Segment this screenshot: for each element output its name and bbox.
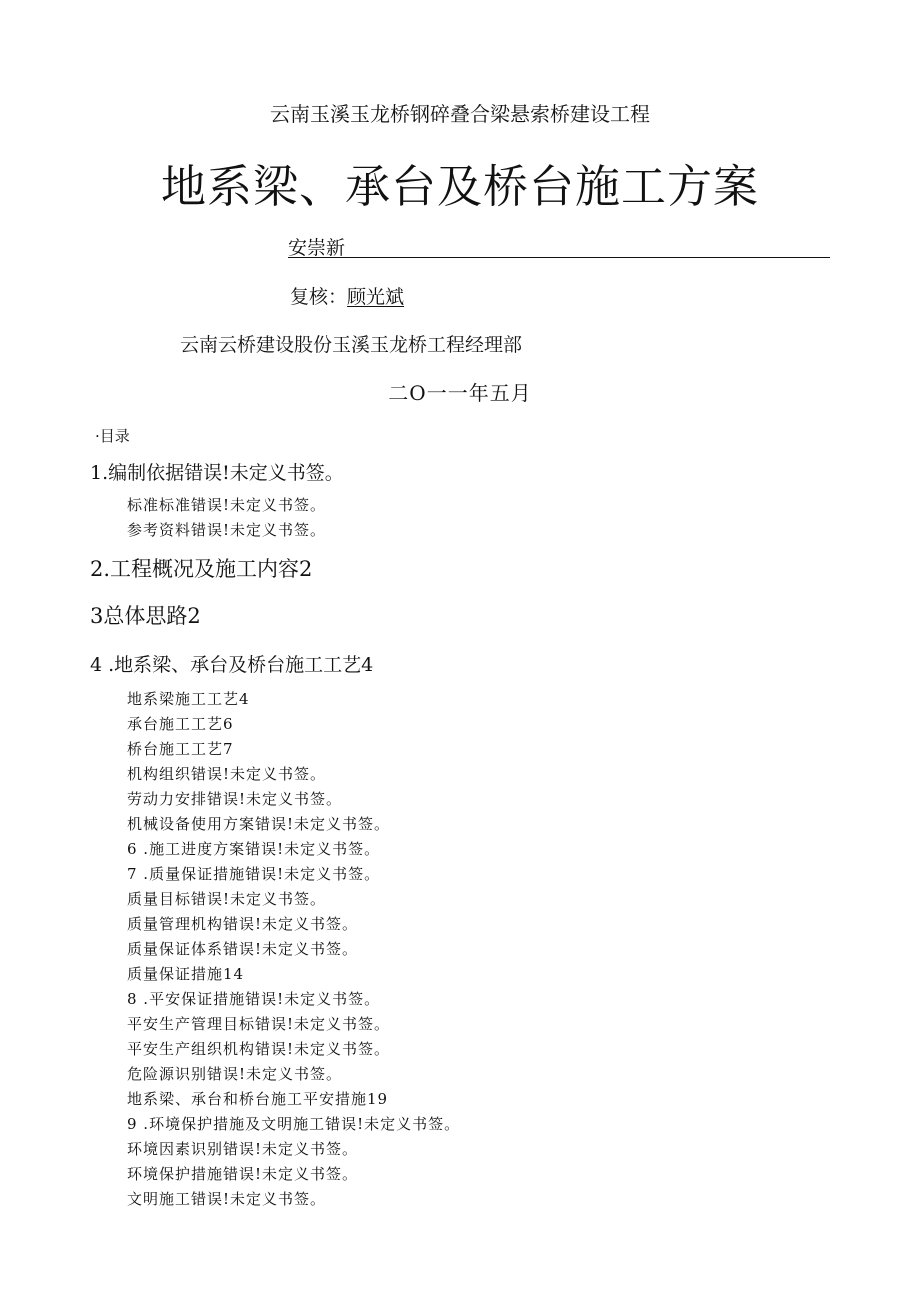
toc-entry[interactable]: 文明施工错误!未定义书签。 bbox=[127, 1190, 327, 1208]
toc-entry[interactable]: 3总体思路2 bbox=[90, 604, 201, 628]
toc-entry[interactable]: 1.编制依据错误!未定义书签。 bbox=[90, 462, 344, 484]
reviewer-label: 复核： bbox=[290, 286, 348, 308]
toc-entry[interactable]: 4 .地系梁、承台及桥台施工工艺4 bbox=[90, 654, 374, 676]
toc-entry[interactable]: 质量管理机构错误!未定义书签。 bbox=[127, 915, 359, 933]
toc-entry[interactable]: 平安生产管理目标错误!未定义书签。 bbox=[127, 1015, 391, 1033]
toc-entry[interactable]: 地系梁、承台和桥台施工平安措施19 bbox=[127, 1090, 389, 1108]
author-name: 安崇新 bbox=[288, 237, 346, 259]
organization: 云南云桥建设股份玉溪玉龙桥工程经理部 bbox=[180, 334, 523, 356]
toc-entry[interactable]: 机构组织错误!未定义书签。 bbox=[127, 765, 327, 783]
toc-entry[interactable]: 平安生产组织机构错误!未定义书签。 bbox=[127, 1040, 391, 1058]
toc-entry[interactable]: 8 .平安保证措施错误!未定义书签。 bbox=[127, 990, 381, 1008]
reviewer-name: 顾光斌 bbox=[347, 286, 405, 308]
author-underline bbox=[288, 257, 830, 258]
toc-entry[interactable]: 环境因素识别错误!未定义书签。 bbox=[127, 1140, 359, 1158]
toc-entry[interactable]: 环境保护措施错误!未定义书签。 bbox=[127, 1165, 359, 1183]
toc-entry[interactable]: 地系梁施工工艺4 bbox=[127, 690, 250, 708]
toc-entry[interactable]: 危险源识别错误!未定义书签。 bbox=[127, 1065, 343, 1083]
toc-entry[interactable]: 质量目标错误!未定义书签。 bbox=[127, 890, 327, 908]
project-title: 云南玉溪玉龙桥钢碎叠合梁悬索桥建设工程 bbox=[270, 102, 650, 126]
main-title: 地系梁、承台及桥台施工方案 bbox=[160, 160, 759, 213]
toc-entry[interactable]: 质量保证体系错误!未定义书签。 bbox=[127, 940, 359, 958]
toc-heading: ·目录 bbox=[95, 427, 130, 445]
toc-entry[interactable]: 标准标准错误!未定义书签。 bbox=[127, 496, 327, 514]
toc-entry[interactable]: 2.工程概况及施工内容2 bbox=[90, 557, 313, 581]
toc-entry[interactable]: 承台施工工艺6 bbox=[127, 715, 234, 733]
reviewer bbox=[290, 282, 404, 309]
toc-entry[interactable]: 桥台施工工艺7 bbox=[127, 740, 234, 758]
toc-entry[interactable]: 9 .环境保护措施及文明施工错误!未定义书签。 bbox=[127, 1115, 461, 1133]
toc-entry[interactable]: 劳动力安排错误!未定义书签。 bbox=[127, 790, 343, 808]
toc-entry[interactable]: 6 .施工进度方案错误!未定义书签。 bbox=[127, 840, 381, 858]
toc-entry[interactable]: 7 .质量保证措施错误!未定义书签。 bbox=[127, 865, 381, 883]
toc-entry[interactable]: 质量保证措施14 bbox=[127, 965, 245, 983]
document-date: 二O一一年五月 bbox=[388, 381, 532, 405]
toc-entry[interactable]: 机械设备使用方案错误!未定义书签。 bbox=[127, 815, 391, 833]
toc-entry[interactable]: 参考资料错误!未定义书签。 bbox=[127, 521, 327, 539]
